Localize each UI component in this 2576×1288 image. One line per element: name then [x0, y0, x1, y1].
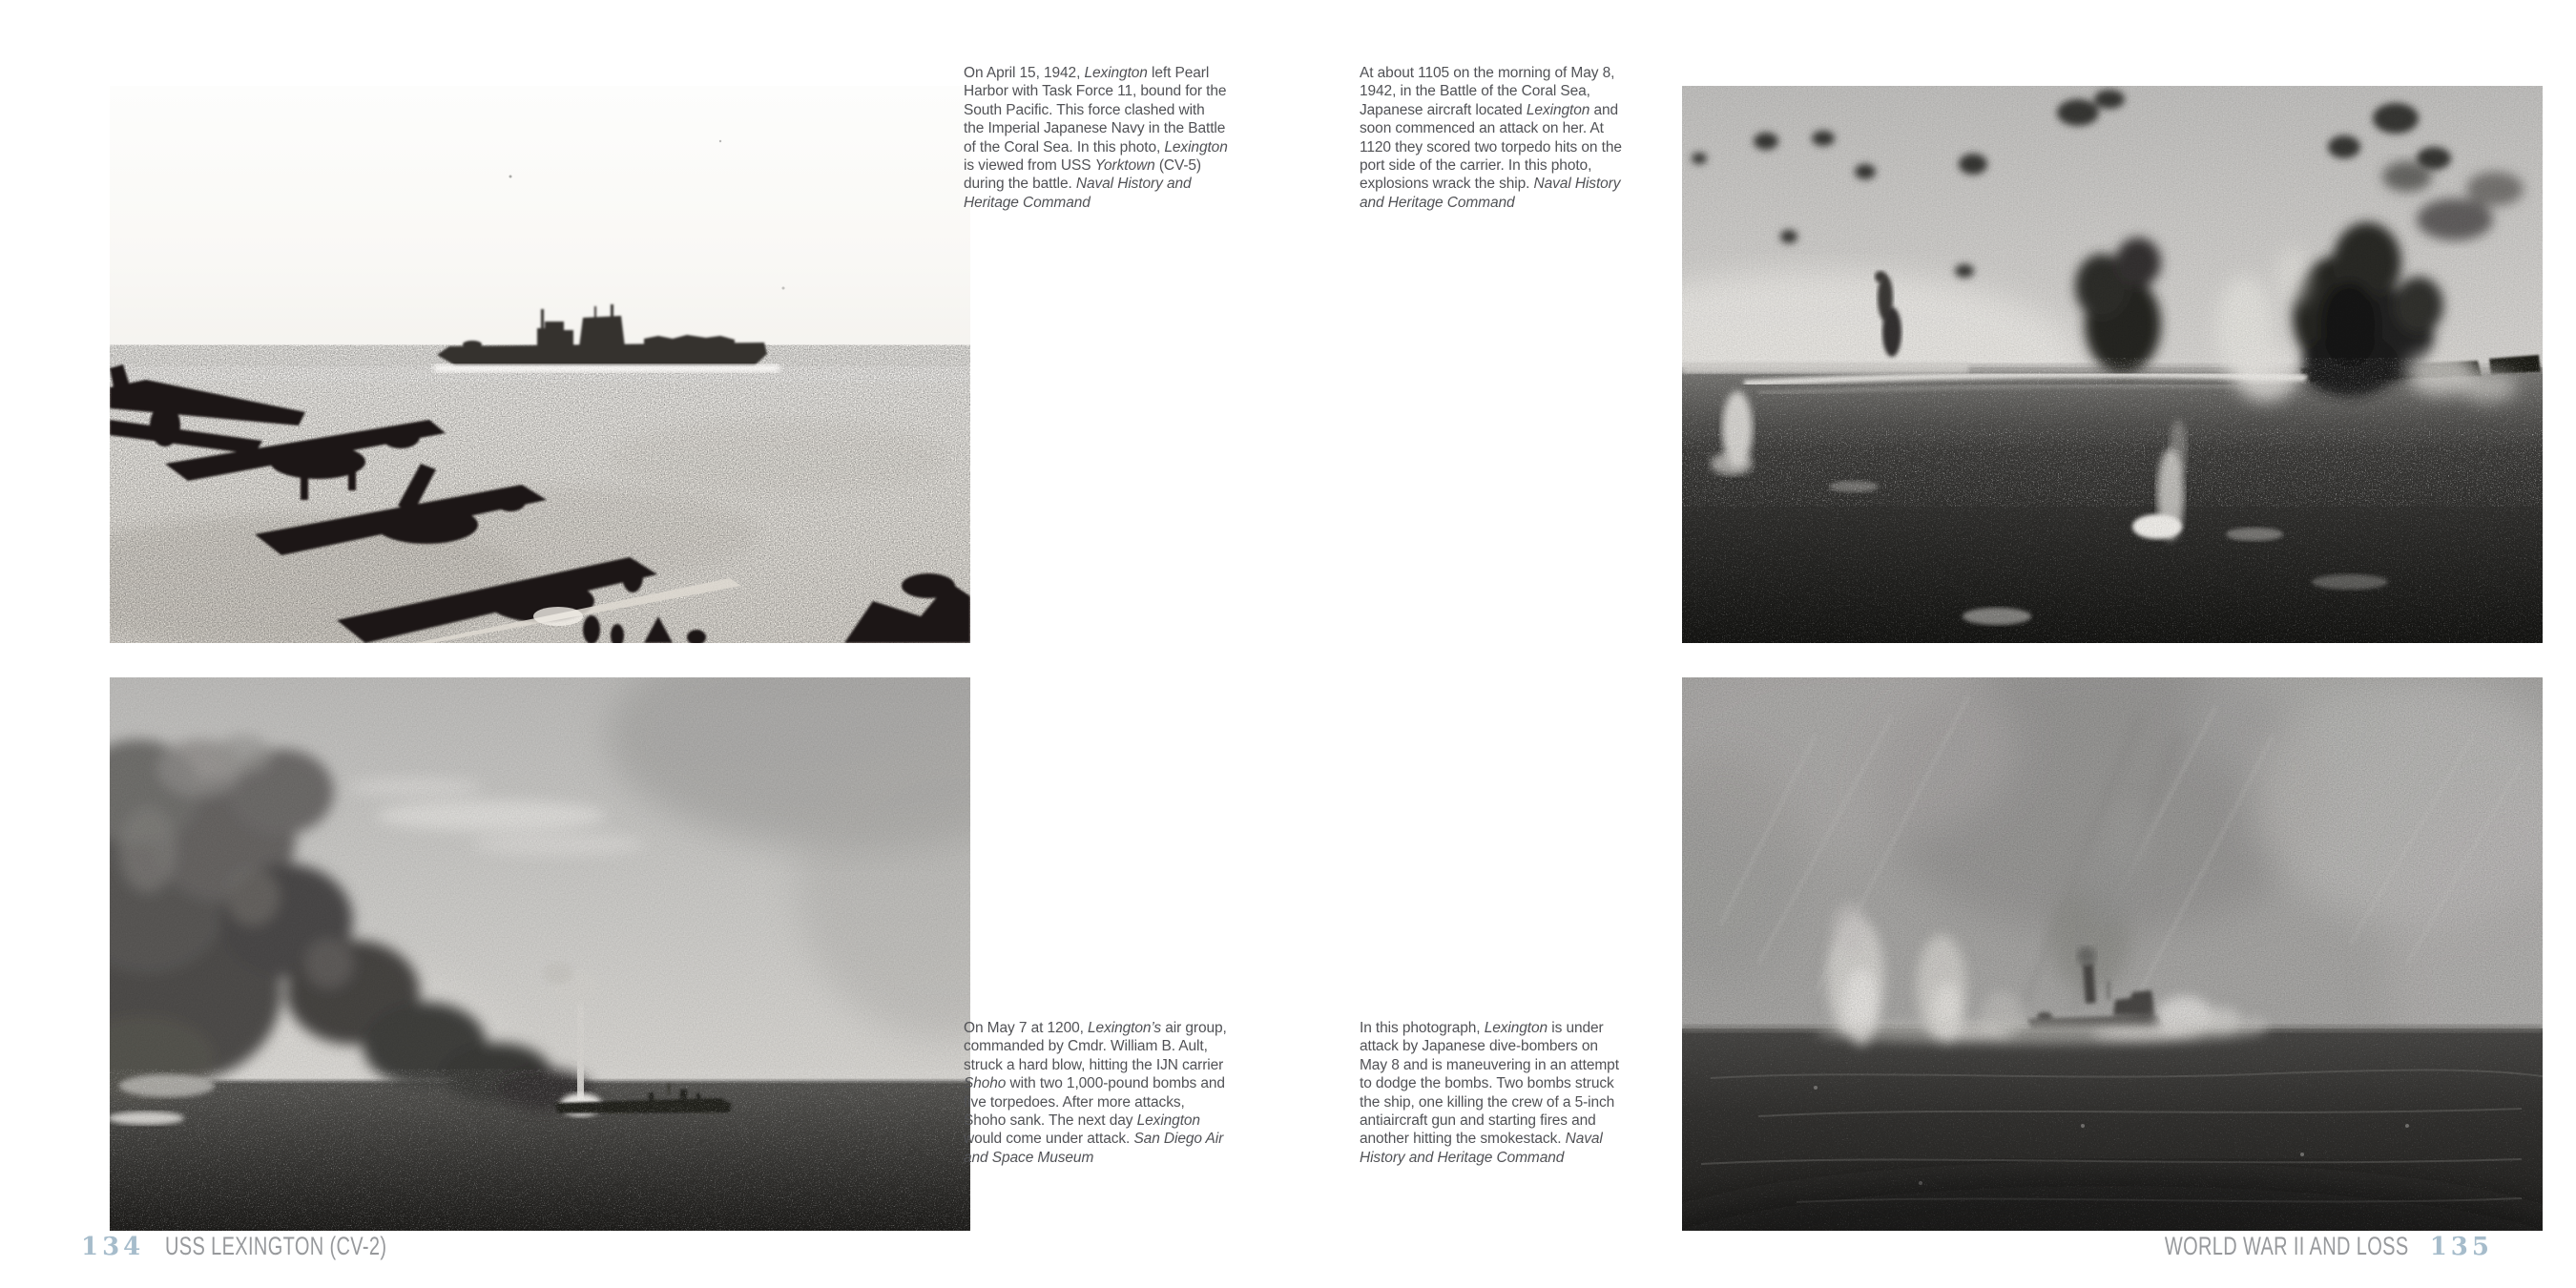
footer-left — [81, 1232, 465, 1261]
page-number-left: 134 — [81, 1233, 145, 1261]
photo-lexington-dodging-bombs — [1682, 677, 2543, 1231]
photo-shoho-under-attack — [110, 677, 970, 1231]
page-number-right: 135 — [2429, 1233, 2493, 1261]
footer-right — [2079, 1232, 2493, 1261]
photo-lexington-from-yorktown — [110, 86, 970, 643]
caption-shoho-attack: On May 7 at 1200, Lexington’s air group, commanded by Cmdr. William B. Ault, struck a hard blow, hitting the IJN carrier Shoho with two 1,000-pound bombs and five torpedoes. After more attacks, Shoho sank. The next day Lexington would come under attack. San Diego Air and Space Museum — [964, 1020, 1227, 1166]
caption-torpedo-hits: At about 1105 on the morning of May 8, 1942, in the Battle of the Coral Sea, Japanese aircraft located Lexington and soon commenced an attack on her. At 1120 they scored two torpedo hits on the port side of the carrier. In this photo, explosions wrack the ship. Naval History and Heritage Command — [1360, 65, 1622, 211]
carrier-wake — [434, 364, 779, 372]
caption-lexington-from-yorktown: On April 15, 1942, Lexington left Pearl Harbor with Task Force 11, bound for the South Pacific. This force clashed with the Imperial Japanese Navy in the Battle of the Coral Sea. In this photo, Lexington is viewed from USS Yorktown (CV-5) during the battle. Naval History and Heritage Command — [964, 65, 1228, 211]
caption-dive-bomber-attack: In this photograph, Lexington is under attack by Japanese dive-bombers on May 8 and is maneuvering in an attempt to dodge the bombs. Two bombs struck the ship, one killing the crew of a 5-inch antiaircraft gun and starting fires and another hitting the smokestack. Naval History and Heritage Command — [1360, 1020, 1619, 1166]
photo-explosions-wrack-lexington — [1682, 86, 2543, 643]
chapter-title: WORLD WAR II AND LOSS — [2165, 1232, 2409, 1260]
book-title: USS LEXINGTON (CV-2) — [165, 1232, 387, 1260]
